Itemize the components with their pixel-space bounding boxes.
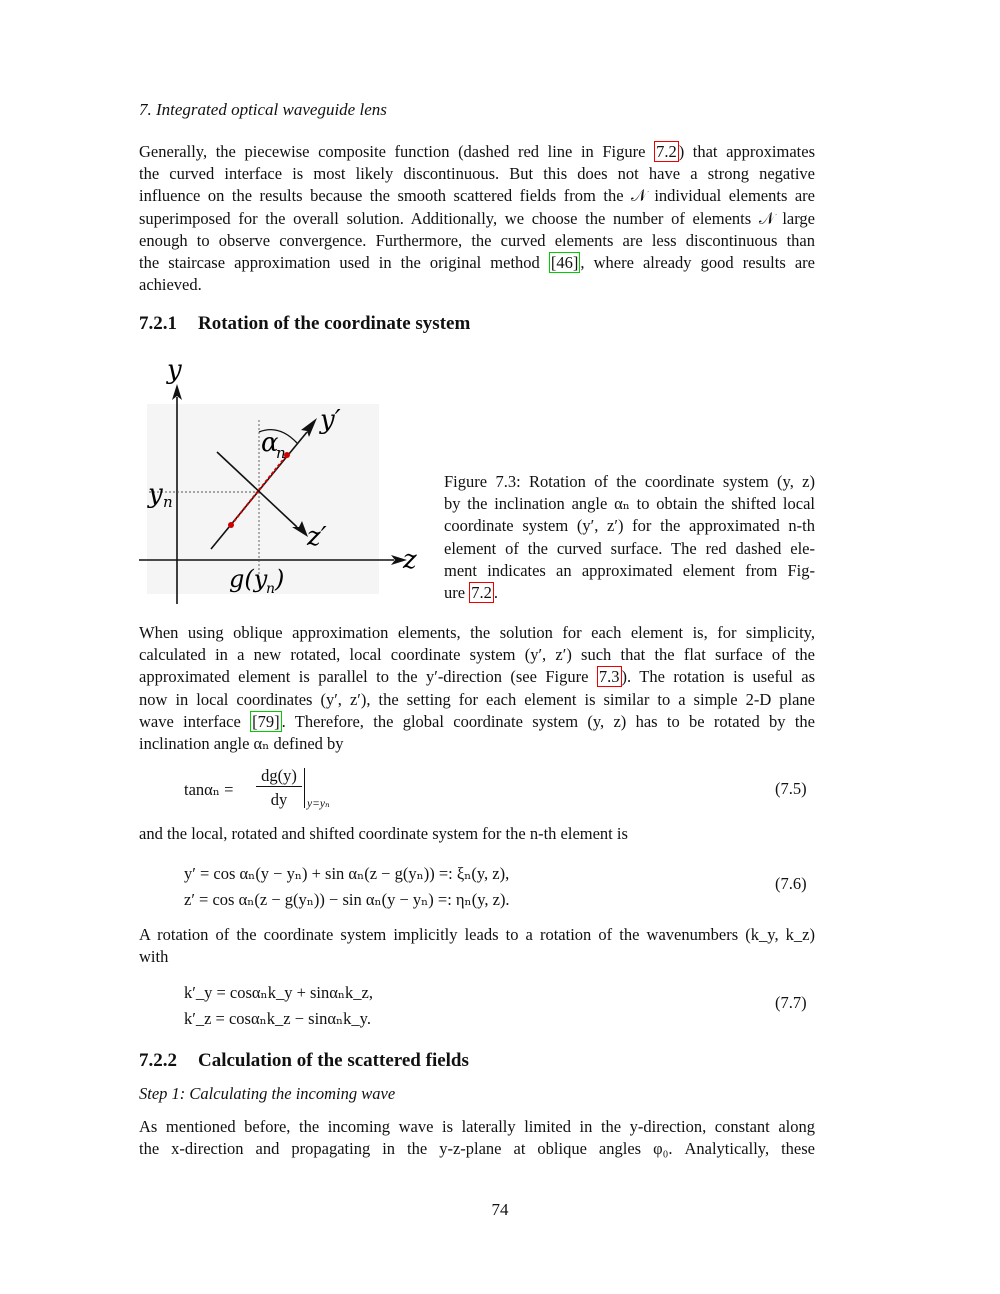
equation-7-7 <box>184 980 373 1032</box>
figure-7-3 <box>139 352 429 612</box>
caption-line-4: element of the curved surface. The red dashed ele- <box>444 538 815 558</box>
step-1-heading: Step 1: Calculating the incoming wave <box>139 1084 396 1103</box>
label-yn-sub: n <box>163 493 173 511</box>
section-heading-7-2-2: 7.2.2 Calculation of the scattered fields <box>139 1050 469 1071</box>
citation-79[interactable]: [79] <box>252 711 280 731</box>
paragraph-2: When using oblique approximation elements, the solution for each element is, for simplicity, calculated in a new rotated, local coordinate system (y′, z′) such that the flat surface of the approximated element is parallel to the y′-direction (see Figure 7.3 ). The rotation is useful as now in local coordinates (y′, z′), the setting for each element is similar to a simple 2-D plane wave interface [79] . Therefore, the global coordinate system (y, z) has to be rotated by the inclination angle αₙ defined by <box>139 623 816 754</box>
label-y-prime: y′ <box>320 405 341 435</box>
label-y: y <box>167 355 182 385</box>
section-heading-7-2-1: 7.2.1 Rotation of the coordinate system <box>139 313 471 334</box>
paragraph-4: A rotation of the coordinate system implicitly leads to a rotation of the wavenumbers (k_y, k_z) with <box>139 925 815 967</box>
equation-number-7-7: (7.7) <box>775 993 807 1012</box>
running-header: 7. Integrated optical waveguide lens <box>139 100 387 119</box>
equation-number-7-6: (7.6) <box>775 874 807 893</box>
equation-7-6 <box>184 861 510 913</box>
caption-line-2: by the inclination angle αₙ to obtain the shifted local <box>444 494 815 514</box>
caption-line-6: ure 7.2 . <box>444 583 498 603</box>
paragraph-5: As mentioned before, the incoming wave is laterally limited in the y-direction, constant along the x-direction and propagating in the y-z-plane at oblique angles φ₀. Analytically, these <box>139 1117 815 1159</box>
label-yn: y <box>148 479 163 509</box>
equation-7-7-line-1: k′_y = cosαₙk_y + sinαₙk_z, <box>184 983 373 1002</box>
figure-ref-7-3[interactable]: 7.3 <box>598 667 620 687</box>
label-g-yn: g(y <box>229 565 268 593</box>
label-g-yn-sub: n <box>266 581 276 597</box>
label-g-yn-close: ) <box>275 565 285 593</box>
label-alpha: α <box>261 428 279 458</box>
label-alpha-sub: n <box>276 444 286 462</box>
caption-line-1: Figure 7.3: Rotation of the coordinate system (y, z) <box>444 472 815 491</box>
paragraph-1: Generally, the piecewise composite function (dashed red line in Figure 7.2 ) that approximates the curved interface is most likely discontinuous. But this does not have a strong negative influence on the results because the smooth scattered fields from the 𝒩 individual elements are superimposed for the overall solution. Additionally, we choose the number of elements 𝒩 large enough to observe convergence. Furthermore, the curved elements are less discontinuous than the staircase approximation used in the original method [46] , where already good results are achieved. <box>139 142 815 295</box>
figure-caption <box>444 471 815 604</box>
caption-figure-ref-7-2[interactable]: 7.2 <box>471 583 492 603</box>
equation-number-7-5: (7.5) <box>775 779 807 798</box>
page-number: 74 <box>491 1200 509 1219</box>
equation-7-7-line-2: k′_z = cosαₙk_z − sinαₙk_y. <box>184 1009 371 1028</box>
citation-46[interactable]: [46] <box>550 253 579 273</box>
figure-ref-7-2[interactable]: 7.2 <box>656 142 677 161</box>
caption-line-3: coordinate system (y′, z′) for the approximated n-th <box>444 516 815 536</box>
equation-7-6-line-1: y′ = cos αₙ(y − yₙ) + sin αₙ(z − g(yₙ)) =: ξₙ(y, z), <box>184 864 510 883</box>
paragraph-3: and the local, rotated and shifted coordinate system for the n-th element is <box>139 824 628 843</box>
label-z-prime: z′ <box>307 522 327 552</box>
equation-7-6-line-2: z′ = cos αₙ(z − g(yₙ)) − sin αₙ(y − yₙ) =: ηₙ(y, z). <box>184 890 510 909</box>
label-z: z <box>403 545 417 575</box>
caption-line-5: ment indicates an approximated element from Fig- <box>444 560 815 580</box>
element-endpoint-lower <box>228 522 234 528</box>
